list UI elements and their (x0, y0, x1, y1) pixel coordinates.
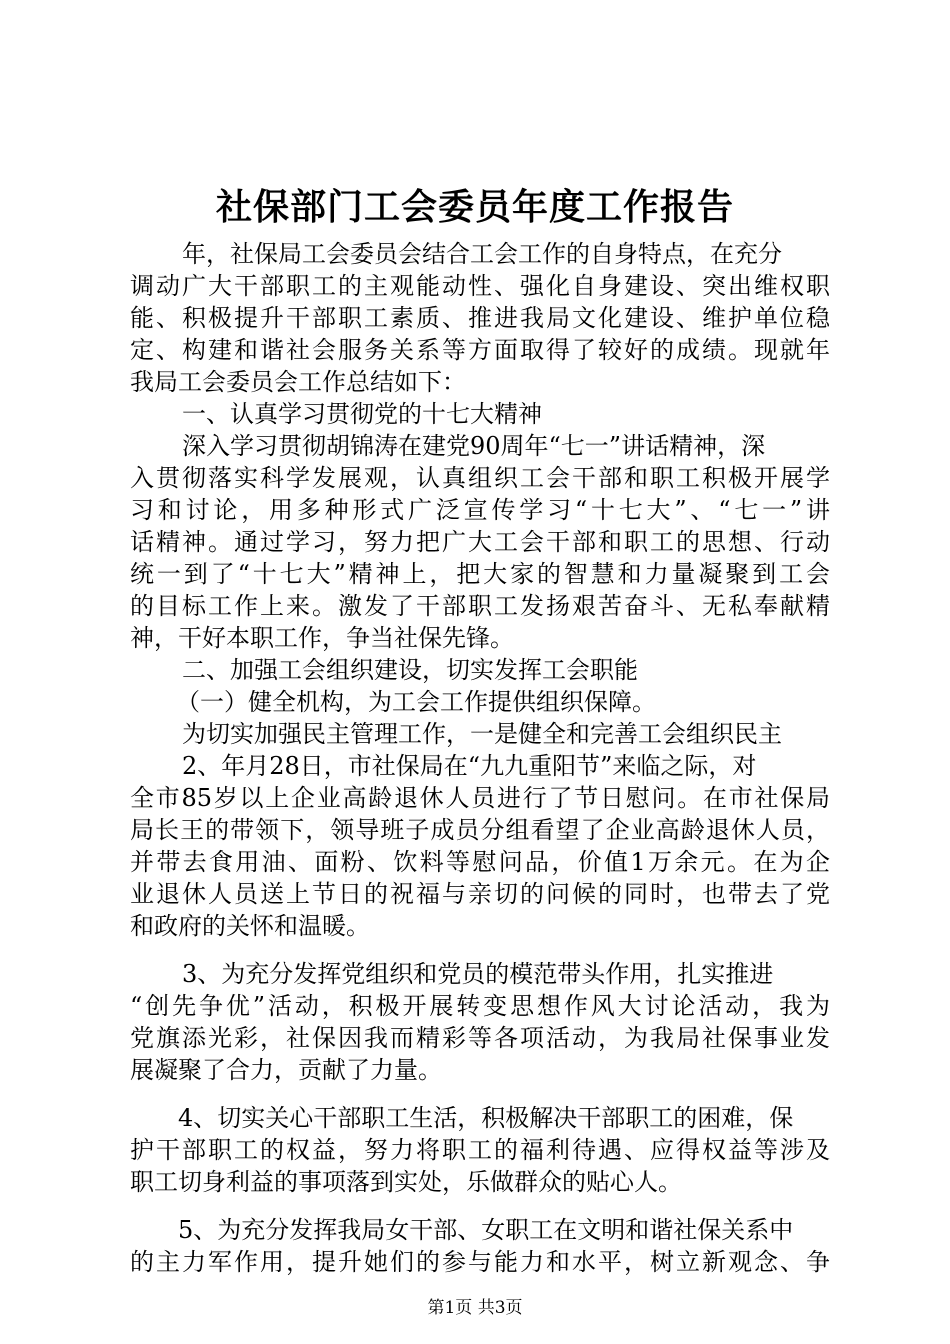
body-line: 5、为充分发挥我局女干部、女职工在文明和谐社保关系中 (178, 1216, 794, 1244)
body-line: 习和讨论，用多种形式广泛宣传学习“十七大”、“七一”讲 (130, 496, 830, 524)
body-line: 2、年月28日，市社保局在“九九重阳节”来临之际，对 (182, 752, 757, 780)
section-heading: 二、加强工会组织建设，切实发挥工会职能 (182, 656, 638, 684)
body-line: 神，干好本职工作，争当社保先锋。 (130, 624, 514, 652)
body-line: 的目标工作上来。激发了干部职工发扬艰苦奋斗、无私奉献精 (130, 592, 830, 620)
body-line: 入贯彻落实科学发展观，认真组织工会干部和职工积极开展学 (130, 464, 830, 492)
body-line: 4、切实关心干部职工生活，积极解决干部职工的困难，保 (178, 1104, 794, 1132)
body-line: 3、为充分发挥党组织和党员的模范带头作用，扎实推进 (182, 960, 774, 988)
body-line: 业退休人员送上节日的祝福与亲切的问候的同时，也带去了党 (130, 880, 830, 908)
body-line: 党旗添光彩，社保因我而精彩等各项活动，为我局社保事业发 (130, 1024, 830, 1052)
body-line: 统一到了“十七大”精神上，把大家的智慧和力量凝聚到工会 (130, 560, 830, 588)
body-line: 局长王的带领下，领导班子成员分组看望了企业高龄退休人员， (130, 816, 830, 844)
body-line: “创先争优”活动，积极开展转变思想作风大讨论活动，我为 (130, 992, 830, 1020)
document-title: 社保部门工会委员年度工作报告 (215, 186, 734, 228)
body-line: 展凝聚了合力，贡献了力量。 (130, 1056, 442, 1084)
body-line: 我局工会委员会工作总结如下： (130, 368, 466, 396)
body-line: 话精神。通过学习，努力把广大工会干部和职工的思想、行动 (130, 528, 830, 556)
body-line: 并带去食用油、面粉、饮料等慰问品，价值1万余元。在为企 (130, 848, 830, 876)
page-footer: 第1页 共3页 (427, 1298, 523, 1318)
body-line: 深入学习贯彻胡锦涛在建党90周年“七一”讲话精神，深 (182, 432, 766, 460)
subsection-heading: （一）健全机构，为工会工作提供组织保障。 (176, 688, 656, 716)
body-line: 护干部职工的权益，努力将职工的福利待遇、应得权益等涉及 (130, 1136, 830, 1164)
body-line: 的主力军作用，提升她们的参与能力和水平，树立新观念、争 (130, 1248, 830, 1276)
body-line: 能、积极提升干部职工素质、推进我局文化建设、维护单位稳 (130, 304, 830, 332)
body-line: 年，社保局工会委员会结合工会工作的自身特点，在充分 (182, 240, 782, 268)
section-heading: 一、认真学习贯彻党的十七大精神 (182, 400, 542, 428)
body-line: 和政府的关怀和温暖。 (130, 912, 370, 940)
body-line: 调动广大干部职工的主观能动性、强化自身建设、突出维权职 (130, 272, 830, 300)
body-line: 全市85岁以上企业高龄退休人员进行了节日慰问。在市社保局 (130, 784, 830, 812)
body-line: 为切实加强民主管理工作，一是健全和完善工会组织民主 (182, 720, 782, 748)
body-line: 定、构建和谐社会服务关系等方面取得了较好的成绩。现就年 (130, 336, 830, 364)
body-line: 职工切身利益的事项落到实处，乐做群众的贴心人。 (130, 1168, 682, 1196)
